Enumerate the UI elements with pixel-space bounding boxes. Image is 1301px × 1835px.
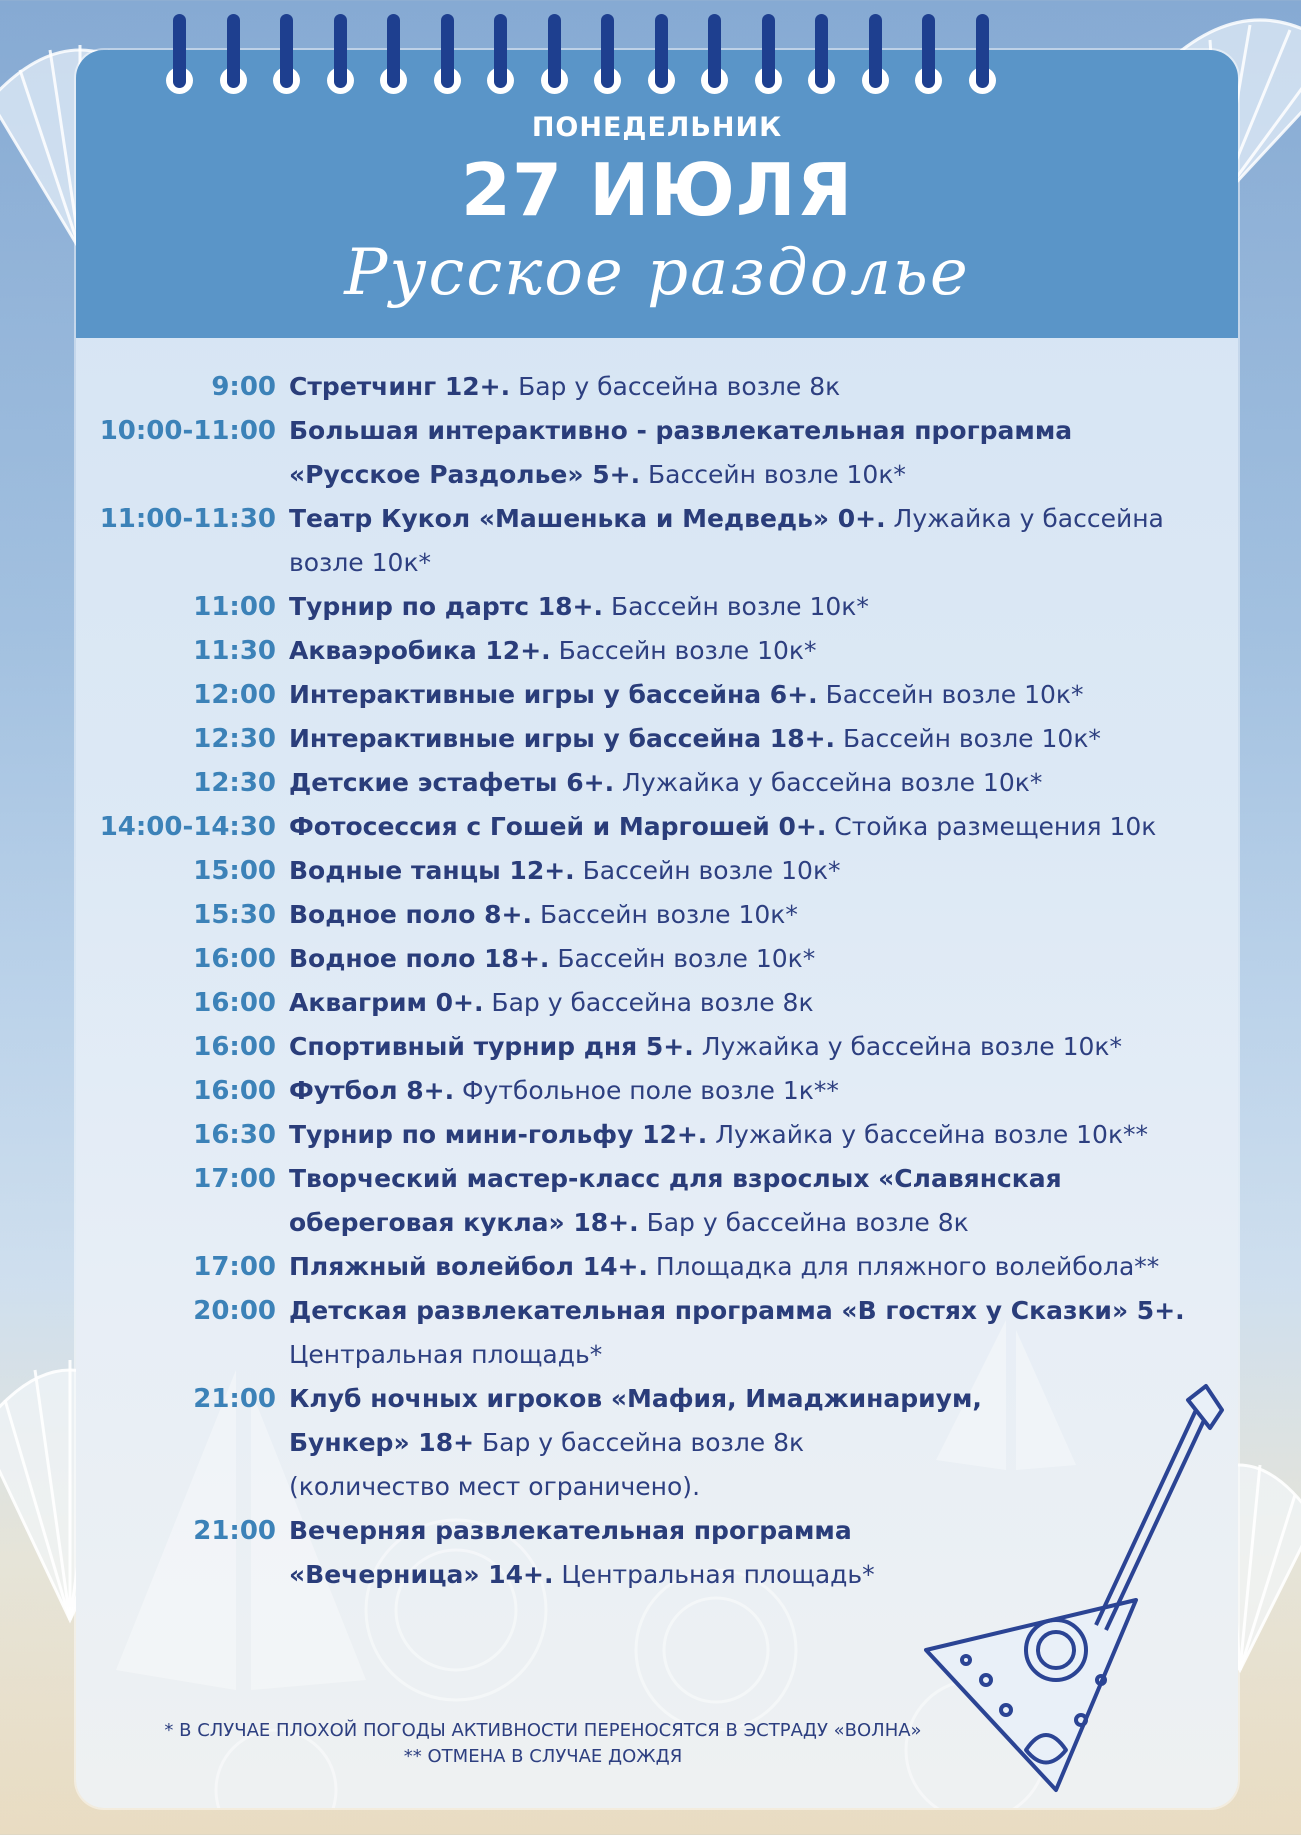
event-location: Бассейн возле 10к* — [532, 900, 798, 929]
event-description — [289, 893, 1239, 937]
binding-ring — [869, 14, 882, 88]
event-time: 16:30 — [193, 1120, 276, 1150]
schedule-row — [0, 365, 1301, 409]
binding-ring — [815, 14, 828, 88]
event-title: Творческий мастер-класс для взрослых «Славянская — [289, 1164, 1062, 1193]
event-time: 21:00 — [193, 1516, 276, 1546]
binding-ring — [334, 14, 347, 88]
event-time: 17:00 — [193, 1164, 276, 1194]
schedule-row — [0, 981, 1301, 1025]
schedule-row — [0, 1201, 1301, 1245]
event-title: «Вечерница» 14+. — [289, 1560, 554, 1589]
event-location: Площадка для пляжного волейбола** — [647, 1252, 1160, 1281]
binding-ring — [387, 14, 400, 88]
schedule-row — [0, 453, 1301, 497]
event-time: 12:00 — [193, 680, 276, 710]
schedule-row — [0, 1069, 1301, 1113]
schedule-row — [0, 1509, 1301, 1553]
event-title: Футбол 8+. — [289, 1076, 455, 1105]
footnote-rain: ** ОТМЕНА В СЛУЧАЕ ДОЖДЯ — [403, 1746, 683, 1767]
event-description — [289, 1553, 1239, 1597]
schedule-row — [0, 1421, 1301, 1465]
event-title: Водные танцы 12+. — [289, 856, 575, 885]
binding-ring — [548, 14, 561, 88]
event-location: Бассейн возле 10к* — [835, 724, 1101, 753]
event-location: Бар у бассейна возле 8к — [638, 1208, 969, 1237]
event-location: Футбольное поле возле 1к** — [454, 1076, 839, 1105]
event-time: 16:00 — [193, 1076, 276, 1106]
event-title: Большая интерактивно - развлекательная программа — [289, 416, 1073, 445]
event-location: Лужайка у бассейна возле 10к** — [707, 1120, 1149, 1149]
binding-ring — [227, 14, 240, 88]
binding-ring — [708, 14, 721, 88]
event-time: 17:00 — [193, 1252, 276, 1282]
event-time: 11:00-11:30 — [99, 504, 276, 534]
event-location: Бассейн возле 10к* — [817, 680, 1084, 709]
event-time: 11:00 — [193, 592, 276, 622]
event-description — [289, 585, 1239, 629]
schedule-row — [0, 761, 1301, 805]
event-location: Бассейн возле 10к* — [603, 592, 869, 621]
footnotes — [0, 1718, 1086, 1770]
event-description — [289, 1113, 1239, 1157]
binding-ring — [922, 14, 935, 88]
weekday-label: ПОНЕДЕЛЬНИК — [531, 112, 783, 143]
event-description — [289, 1069, 1239, 1113]
schedule-row — [0, 893, 1301, 937]
event-description — [289, 629, 1239, 673]
event-location: Бар у бассейна возле 8к — [483, 988, 814, 1017]
event-location: Бассейн возле 10к* — [640, 460, 906, 489]
event-description — [289, 1025, 1239, 1069]
schedule-row — [0, 541, 1301, 585]
schedule-row — [0, 1025, 1301, 1069]
schedule-row — [0, 805, 1301, 849]
event-time: 14:00-14:30 — [99, 812, 276, 842]
schedule-row — [0, 673, 1301, 717]
event-description — [289, 673, 1239, 717]
event-title: Аквагрим 0+. — [289, 988, 484, 1017]
event-title: Спортивный турнир дня 5+. — [289, 1032, 694, 1061]
event-title: Детская развлекательная программа «В гостях у Сказки» 5+. — [289, 1296, 1185, 1325]
event-location: Бар у бассейна возле 8к — [474, 1428, 805, 1457]
schedule-row — [0, 1113, 1301, 1157]
event-title: Бункер» 18+ — [289, 1428, 475, 1457]
event-title: обереговая кукла» 18+. — [289, 1208, 639, 1237]
event-title: Стретчинг 12+. — [289, 372, 511, 401]
event-description — [289, 805, 1239, 849]
schedule-row — [0, 629, 1301, 673]
event-title: Детские эстафеты 6+. — [289, 768, 615, 797]
schedule-row — [0, 409, 1301, 453]
event-location: Центральная площадь* — [289, 1340, 603, 1369]
event-description — [289, 1509, 1239, 1553]
event-location: Бассейн возле 10к* — [549, 944, 816, 973]
event-time: 20:00 — [193, 1296, 276, 1326]
schedule-list — [0, 365, 1301, 1597]
binding-ring — [655, 14, 668, 88]
event-time: 11:30 — [193, 636, 276, 666]
binding-ring — [762, 14, 775, 88]
event-time: 16:00 — [193, 988, 276, 1018]
event-description — [289, 981, 1239, 1025]
binding-ring — [280, 14, 293, 88]
event-description — [289, 1157, 1239, 1201]
event-title: Интерактивные игры у бассейна 18+. — [289, 724, 836, 753]
event-title: Пляжный волейбол 14+. — [289, 1252, 648, 1281]
event-time: 10:00-11:00 — [99, 416, 276, 446]
schedule-row — [0, 585, 1301, 629]
event-description — [289, 497, 1239, 541]
event-title: Турнир по мини-гольфу 12+. — [289, 1120, 708, 1149]
spiral-binding-icon — [0, 0, 1301, 110]
event-time: 15:30 — [193, 900, 276, 930]
schedule-row — [0, 1157, 1301, 1201]
event-location: Бассейн возле 10к* — [550, 636, 817, 665]
footnote-weather: * В СЛУЧАЕ ПЛОХОЙ ПОГОДЫ АКТИВНОСТИ ПЕРЕНОСЯТСЯ В ЭСТРАДУ «ВОЛНА» — [164, 1720, 922, 1741]
event-title: Интерактивные игры у бассейна 6+. — [289, 680, 818, 709]
event-description — [289, 1421, 1239, 1465]
schedule-row — [0, 717, 1301, 761]
event-location: Центральная площадь* — [553, 1560, 875, 1589]
schedule-row — [0, 1289, 1301, 1333]
event-description — [289, 1465, 1239, 1509]
event-description — [289, 849, 1239, 893]
schedule-row — [0, 849, 1301, 893]
event-time: 9:00 — [211, 372, 276, 402]
event-title: Фотосессия с Гошей и Маргошей 0+. — [289, 812, 827, 841]
event-title: «Русское Раздолье» 5+. — [289, 460, 641, 489]
event-time: 12:30 — [193, 724, 276, 754]
date-title: 27 ИЮЛЯ — [460, 148, 854, 232]
event-time: 15:00 — [193, 856, 276, 886]
event-location: (количество мест ограничено). — [289, 1472, 701, 1501]
event-title: Турнир по дартс 18+. — [289, 592, 603, 621]
event-location: Бассейн возле 10к* — [574, 856, 841, 885]
schedule-row — [0, 497, 1301, 541]
event-location: возле 10к* — [289, 548, 432, 577]
theme-title: Русское раздолье — [344, 236, 970, 310]
schedule-row — [0, 1377, 1301, 1421]
event-description — [289, 409, 1239, 453]
schedule-row — [0, 937, 1301, 981]
event-location: Бар у бассейна возле 8к — [510, 372, 841, 401]
event-title: Водное поло 18+. — [289, 944, 550, 973]
event-location: Стойка размещения 10к — [826, 812, 1157, 841]
event-title: Клуб ночных игроков «Мафия, Имаджинариум, — [289, 1384, 982, 1413]
event-description — [289, 1201, 1239, 1245]
event-time: 12:30 — [193, 768, 276, 798]
event-description — [289, 453, 1239, 497]
event-title: Водное поло 8+. — [289, 900, 533, 929]
schedule-row — [0, 1553, 1301, 1597]
event-title: Вечерняя развлекательная программа — [289, 1516, 852, 1545]
binding-ring — [173, 14, 186, 88]
event-time: 16:00 — [193, 944, 276, 974]
binding-ring — [976, 14, 989, 88]
event-description — [289, 541, 1239, 585]
event-description — [289, 1333, 1239, 1377]
event-time: 21:00 — [193, 1384, 276, 1414]
binding-ring — [601, 14, 614, 88]
event-title: Акваэробика 12+. — [289, 636, 551, 665]
event-description — [289, 1377, 1239, 1421]
event-title: Театр Кукол «Машенька и Медведь» 0+. — [289, 504, 886, 533]
schedule-row — [0, 1333, 1301, 1377]
event-location: Лужайка у бассейна — [885, 504, 1164, 533]
event-description — [289, 717, 1239, 761]
event-description — [289, 1289, 1239, 1333]
event-location: Лужайка у бассейна возле 10к* — [614, 768, 1043, 797]
event-time: 16:00 — [193, 1032, 276, 1062]
schedule-row — [0, 1465, 1301, 1509]
event-description — [289, 761, 1239, 805]
event-description — [289, 937, 1239, 981]
event-description — [289, 1245, 1239, 1289]
schedule-row — [0, 1245, 1301, 1289]
binding-ring — [441, 14, 454, 88]
event-description — [289, 365, 1239, 409]
binding-ring — [494, 14, 507, 88]
event-location: Лужайка у бассейна возле 10к* — [693, 1032, 1122, 1061]
